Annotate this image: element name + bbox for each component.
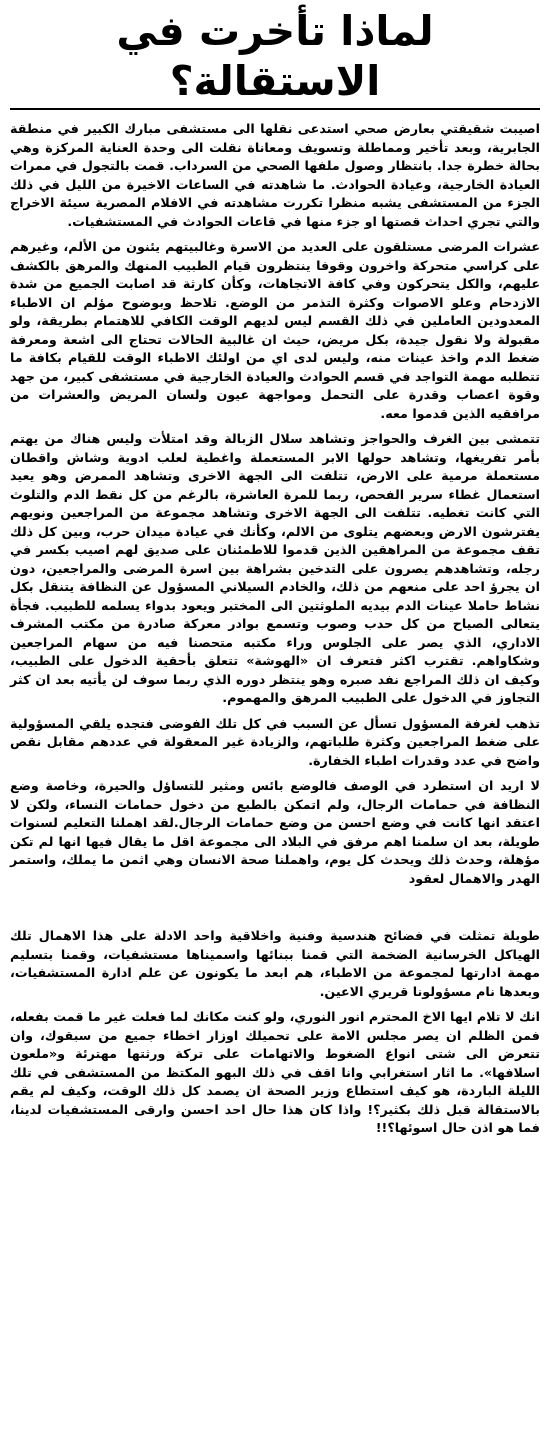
article-body-top [10,120,540,888]
article-paragraph: اصيبت شقيقتي بعارض صحي استدعى نقلها الى مستشفى مبارك الكبير في منطقة الجابرية، وبعد تأخير ومماطلة وتسويف ومعاناة نقلت الى وحدة العناية المركزة وهي بحالة خطرة جدا. بانتظار وصول ملفها الصحي من السرداب. قمت بالتجول في ممرات العيادة الخارجية، وعيادة الحوادث. ما شاهدته في الساعات الاخيرة من الليل في ذلك الجزء من المستشفى يشبه منظرا تكررت مشاهدته في الافلام المصرية سيئة الاخراج والتي تجري احداث قصتها او جزء منها في قاعات الحوادث في المستشفيات. [10,121,540,229]
article-paragraph: تتمشى بين الغرف والحواجز وتشاهد سلال الزبالة وقد امتلأت وليس هناك من يهتم بأمر تفريغها، وتشاهد حولها الابر المستعملة واغطية لعلب ادوية وشاش واقطان مستعملة مرمية على الارض، تتلفت الى الجهة الاخرى وتشاهد الممرض وهو يعيد استعمال غطاء سرير الفحص، ربما للمرة العاشرة، بالرغم من كل نقط الدم والتلوث التي كانت تغطيه. تتلفت الى الجهة الاخرى وتشاهد مجموعة من المراجعين ونويهم يفترشون الارض وبعضهم يتلوى من الالم، وكأنك في عيادة ميدان حرب، وبين كل ذلك تقف مجموعة من المراهقين الذين قدموا للاطمئنان على صديق لهم اصيب بكسر في رجله، وتشاهدهم يصرون على التدخين بشراهة بين اسرة المرضى والمراجعين، دون ان يجرؤ احد على منعهم من ذلك، والخادم السيلاني المسؤول عن النظافة يتنقل بكل نشاط حاملا عينات الدم بيديه الملوثتين الى المختبر ويعود بدواء يسلمه للطبيب. فجأة يتعالى الصياح من كل حدب وصوب وتسمع بوادر معركة صادرة من مكتب المشرف الاداري، الذي يصر على الجلوس وراء مكتبه متحصنا فيه من سهام المراجعين وشكاواهم. تقترب اكثر فتعرف ان «الهوشة» تتعلق بأحقية الدخول على الطبيب، وكيف ان ذلك المراجع نفد صبره وهو ينتظر دوره الذي ربما سوف لن يأتيه بعد ان كثر التجاوز في الدخول على الطبيب المرهق والمهموم. [10,431,540,705]
article-body-bottom [10,927,540,1138]
column-break-gap [10,895,540,927]
article-paragraph: طويلة تمثلت في فضائح هندسية وفنية واخلاقية واحد الادلة على هذا الاهمال تلك الهياكل الخرسانية الضخمة التي قمنا ببنائها واسميناها مستشفيات، وقمنا بتسليم مهمة ادارتها لمجموعة من الاطباء، هم ابعد ما يكونون عن علم ادارة المستشفيات، وبعدها نام مسؤولونا قريري الاعين. [10,928,540,999]
article-paragraph: تذهب لغرفة المسؤول تسأل عن السبب في كل تلك الفوضى فتجده يلقي المسؤولية على ضغط المراجعين وكثرة طلباتهم، والزيادة غير المعقولة في عددهم مقابل نقص واضح في عدد وقدرات اطباء الخفارة. [10,715,540,768]
article-paragraph: عشرات المرضى مستلقون على العديد من الاسرة وغالبيتهم يئنون من الألم، وغيرهم على كراسي متحركة واخرون وقوفا ينتظرون قيام الطبيب المنهك والمرهق بالكشف عليهم، والكل يتحركون وفي كافة الاتجاهات، وكأن كارثة قد اصابت الجميع من شدة الازدحام وعلو الاصوات وكثرة التذمر من الوضع. تلاحظ وبوضوح مؤلم ان الاطباء المعدودين العاملين في ذلك القسم ليس لديهم الوقت الكافي للاهتمام بطريقة، ولو مقبولة ولا نقول جيدة، بكل مريض، حيث ان غالبية الحالات تحتاج الى اشعة ومعرفة ضغط الدم واخذ عينات منه، وليس لدى اي من اولئك الاطباء الوقت للقيام بكافة ما تتطلبه مهمة التواجد في قسم الحوادث والعيادة الخارجية في مستشفى كبير، من جهد وقوة اعصاب وقدرة على التحمل ومواجهة عيون ولسان المريض والعشرات من مرافقيه الذين قدموا معه. [10,239,540,421]
article-paragraph: انك لا تلام ايها الاخ المحترم انور النوري، ولو كنت مكانك لما فعلت غير ما قمت بفعله، فمن الظلم ان يصر مجلس الامة على تحميلك اوزار اخطاء جميع من سبقوك، وان تتعرض الى شتى انواع الضغوط والاتهامات على تركة ورثتها مهترئة و«ملعون اسلافها». ما اثار استغرابي وانا اقف في ذلك البهو المكتظ من المستشفى في تلك الليلة الباردة، هو كيف استطاع وزير الصحة ان يصمد كل ذلك الوقت، وكيف لم يقم بالاستقالة قبل ذلك بكثير؟! واذا كان هذا حال احد احسن وارقى المستشفيات لدينا، فما هو اذن حال اسوئها؟!! [10,1009,540,1135]
article-paragraph: لا اريد ان استطرد في الوصف فالوضع بائس ومثير للتساؤل والحيرة، وخاصة وضع النظافة في حمامات الرجال، ولم اتمكن بالطبع من دخول حمامات النساء، ولكن لا اعتقد انها كانت في وضع احسن من وضع حمامات الرجال.لقد اهملنا التعليم لسنوات طويلة، بعد ان سلمنا اهم مرفق في البلاد الى مجموعة اقل ما يقال فيها انها لم تكن مؤهلة، وحدث ذلك ويحدث كل يوم، واهملنا صحة الانسان وهي اثمن ما يملك، واستمر الهدر والاهمال لعقود [10,778,540,886]
article-headline: لماذا تأخرت في الاستقالة؟ [10,6,540,110]
